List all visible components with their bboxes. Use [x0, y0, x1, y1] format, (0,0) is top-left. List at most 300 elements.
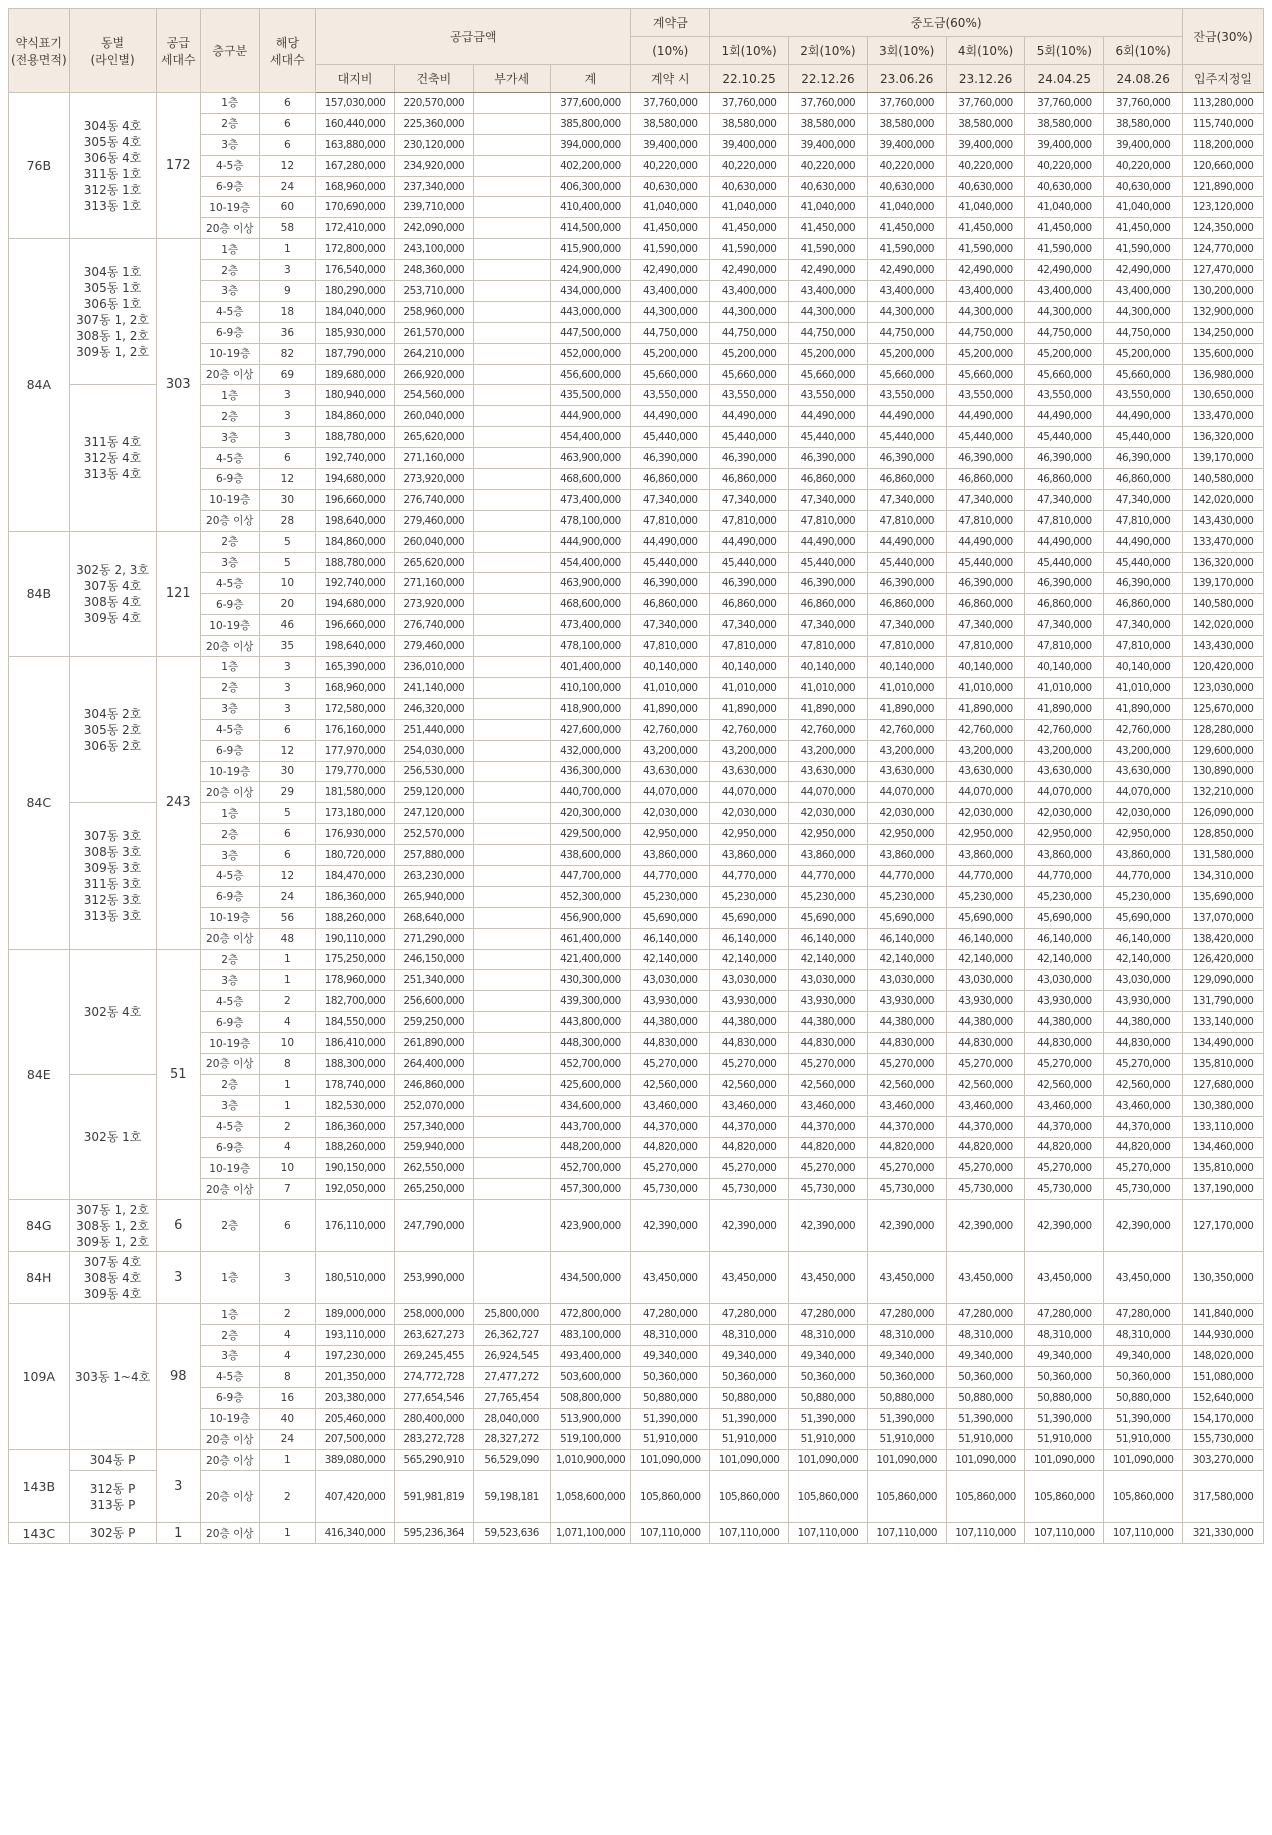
dong-lines: 307동 4호 308동 4호 309동 4호: [69, 1252, 156, 1304]
vat: [473, 448, 550, 469]
units: 24: [259, 1429, 316, 1450]
vat: [473, 928, 550, 949]
units: 29: [259, 782, 316, 803]
balance-payment: 143,430,000: [1183, 636, 1264, 657]
middle-payment-2: 40,140,000: [789, 657, 868, 678]
balance-payment: 130,350,000: [1183, 1252, 1264, 1304]
units: 3: [259, 427, 316, 448]
middle-payment-5: 45,230,000: [1025, 886, 1104, 907]
balance-payment: 135,600,000: [1183, 343, 1264, 364]
middle-payment-5: 42,390,000: [1025, 1200, 1104, 1252]
middle-payment-1: 46,860,000: [710, 469, 789, 490]
units: 4: [259, 1137, 316, 1158]
build-price: 591,981,819: [394, 1471, 473, 1523]
land-price: 173,180,000: [316, 803, 395, 824]
middle-payment-4: 39,400,000: [946, 134, 1025, 155]
contract-deposit: 44,490,000: [631, 531, 710, 552]
contract-deposit: 44,300,000: [631, 301, 710, 322]
contract-deposit: 105,860,000: [631, 1471, 710, 1523]
balance-payment: 154,170,000: [1183, 1408, 1264, 1429]
build-price: 279,460,000: [394, 510, 473, 531]
total-price: 423,900,000: [550, 1200, 631, 1252]
total-price: 439,300,000: [550, 991, 631, 1012]
contract-deposit: 47,810,000: [631, 636, 710, 657]
build-price: 256,600,000: [394, 991, 473, 1012]
contract-deposit: 45,270,000: [631, 1158, 710, 1179]
total-price: 513,900,000: [550, 1408, 631, 1429]
build-price: 273,920,000: [394, 469, 473, 490]
floor: 4-5층: [200, 301, 259, 322]
contract-deposit: 43,450,000: [631, 1252, 710, 1304]
middle-payment-5: 42,760,000: [1025, 719, 1104, 740]
middle-payment-2: 38,580,000: [789, 113, 868, 134]
middle-payment-4: 105,860,000: [946, 1471, 1025, 1523]
balance-payment: 126,420,000: [1183, 949, 1264, 970]
build-price: 265,250,000: [394, 1179, 473, 1200]
header-d1: 22.10.25: [710, 65, 789, 93]
middle-payment-3: 44,750,000: [867, 322, 946, 343]
header-m2: 2회(10%): [789, 37, 868, 65]
land-price: 196,660,000: [316, 489, 395, 510]
middle-payment-3: 45,440,000: [867, 552, 946, 573]
middle-payment-1: 41,590,000: [710, 239, 789, 260]
middle-payment-3: 41,040,000: [867, 197, 946, 218]
contract-deposit: 101,090,000: [631, 1450, 710, 1471]
middle-payment-5: 42,560,000: [1025, 1074, 1104, 1095]
vat: [473, 301, 550, 322]
balance-payment: 120,420,000: [1183, 657, 1264, 678]
build-price: 277,654,546: [394, 1387, 473, 1408]
middle-payment-1: 43,860,000: [710, 845, 789, 866]
balance-payment: 134,460,000: [1183, 1137, 1264, 1158]
middle-payment-1: 105,860,000: [710, 1471, 789, 1523]
middle-payment-4: 38,580,000: [946, 113, 1025, 134]
table-row: [9, 1200, 1264, 1252]
floor: 4-5층: [200, 155, 259, 176]
units: 6: [259, 845, 316, 866]
units: 16: [259, 1387, 316, 1408]
land-price: 165,390,000: [316, 657, 395, 678]
balance-payment: 134,250,000: [1183, 322, 1264, 343]
land-price: 176,540,000: [316, 260, 395, 281]
balance-payment: 142,020,000: [1183, 615, 1264, 636]
middle-payment-4: 51,390,000: [946, 1408, 1025, 1429]
total-price: 443,800,000: [550, 1012, 631, 1033]
header-build: 건축비: [394, 65, 473, 93]
middle-payment-1: 45,690,000: [710, 907, 789, 928]
middle-payment-6: 43,200,000: [1104, 740, 1183, 761]
build-price: 253,990,000: [394, 1252, 473, 1304]
contract-deposit: 43,030,000: [631, 970, 710, 991]
middle-payment-1: 39,400,000: [710, 134, 789, 155]
contract-deposit: 46,390,000: [631, 448, 710, 469]
units: 12: [259, 469, 316, 490]
middle-payment-5: 43,200,000: [1025, 740, 1104, 761]
units: 1: [259, 1450, 316, 1471]
middle-payment-1: 107,110,000: [710, 1523, 789, 1544]
middle-payment-1: 43,630,000: [710, 761, 789, 782]
land-price: 192,740,000: [316, 448, 395, 469]
total-price: 444,900,000: [550, 531, 631, 552]
header-balance-when: 입주지정일: [1183, 65, 1264, 93]
middle-payment-1: 41,450,000: [710, 218, 789, 239]
total-price: 503,600,000: [550, 1366, 631, 1387]
middle-payment-4: 40,220,000: [946, 155, 1025, 176]
middle-payment-1: 45,270,000: [710, 1053, 789, 1074]
middle-payment-2: 43,030,000: [789, 970, 868, 991]
middle-payment-4: 44,830,000: [946, 1033, 1025, 1054]
contract-deposit: 46,860,000: [631, 469, 710, 490]
middle-payment-5: 41,450,000: [1025, 218, 1104, 239]
units: 60: [259, 197, 316, 218]
middle-payment-1: 51,910,000: [710, 1429, 789, 1450]
middle-payment-5: 42,140,000: [1025, 949, 1104, 970]
vat: [473, 93, 550, 114]
units: 82: [259, 343, 316, 364]
header-d3: 23.06.26: [867, 65, 946, 93]
floor: 20층 이상: [200, 1053, 259, 1074]
vat: [473, 1200, 550, 1252]
middle-payment-4: 50,880,000: [946, 1387, 1025, 1408]
unit-type: 84E: [9, 949, 70, 1200]
middle-payment-2: 41,590,000: [789, 239, 868, 260]
total-price: 425,600,000: [550, 1074, 631, 1095]
header-middle: 중도금(60%): [710, 9, 1183, 37]
middle-payment-6: 38,580,000: [1104, 113, 1183, 134]
floor: 6-9층: [200, 740, 259, 761]
balance-payment: 152,640,000: [1183, 1387, 1264, 1408]
middle-payment-6: 44,830,000: [1104, 1033, 1183, 1054]
units: 4: [259, 1345, 316, 1366]
vat: [473, 155, 550, 176]
vat: [473, 991, 550, 1012]
middle-payment-3: 37,760,000: [867, 93, 946, 114]
middle-payment-1: 45,230,000: [710, 886, 789, 907]
floor: 20층 이상: [200, 1450, 259, 1471]
contract-deposit: 41,040,000: [631, 197, 710, 218]
floor: 20층 이상: [200, 1179, 259, 1200]
middle-payment-1: 42,390,000: [710, 1200, 789, 1252]
build-price: 259,250,000: [394, 1012, 473, 1033]
contract-deposit: 44,820,000: [631, 1137, 710, 1158]
middle-payment-3: 40,630,000: [867, 176, 946, 197]
middle-payment-5: 46,860,000: [1025, 594, 1104, 615]
total-price: 394,000,000: [550, 134, 631, 155]
table-row: [9, 949, 1264, 970]
middle-payment-3: 45,690,000: [867, 907, 946, 928]
vat: [473, 1053, 550, 1074]
supply-units: 121: [156, 531, 200, 656]
land-price: 407,420,000: [316, 1471, 395, 1523]
middle-payment-4: 40,630,000: [946, 176, 1025, 197]
contract-deposit: 42,490,000: [631, 260, 710, 281]
middle-payment-1: 44,370,000: [710, 1116, 789, 1137]
total-price: 456,600,000: [550, 364, 631, 385]
contract-deposit: 43,550,000: [631, 385, 710, 406]
build-price: 239,710,000: [394, 197, 473, 218]
floor: 10-19층: [200, 761, 259, 782]
total-price: 448,200,000: [550, 1137, 631, 1158]
floor: 20층 이상: [200, 1471, 259, 1523]
middle-payment-3: 43,550,000: [867, 385, 946, 406]
floor: 6-9층: [200, 1012, 259, 1033]
middle-payment-5: 49,340,000: [1025, 1345, 1104, 1366]
table-row: [9, 1450, 1264, 1471]
middle-payment-2: 45,730,000: [789, 1179, 868, 1200]
units: 36: [259, 322, 316, 343]
middle-payment-3: 43,630,000: [867, 761, 946, 782]
total-price: 452,000,000: [550, 343, 631, 364]
land-price: 198,640,000: [316, 636, 395, 657]
land-price: 163,880,000: [316, 134, 395, 155]
middle-payment-1: 44,750,000: [710, 322, 789, 343]
vat: 56,529,090: [473, 1450, 550, 1471]
land-price: 190,110,000: [316, 928, 395, 949]
middle-payment-5: 44,770,000: [1025, 865, 1104, 886]
build-price: 263,230,000: [394, 865, 473, 886]
middle-payment-5: 51,390,000: [1025, 1408, 1104, 1429]
total-price: 427,600,000: [550, 719, 631, 740]
middle-payment-5: 38,580,000: [1025, 113, 1104, 134]
middle-payment-4: 43,030,000: [946, 970, 1025, 991]
land-price: 176,160,000: [316, 719, 395, 740]
balance-payment: 317,580,000: [1183, 1471, 1264, 1523]
middle-payment-1: 49,340,000: [710, 1345, 789, 1366]
build-price: 253,710,000: [394, 281, 473, 302]
middle-payment-2: 41,890,000: [789, 698, 868, 719]
middle-payment-1: 46,390,000: [710, 448, 789, 469]
contract-deposit: 42,140,000: [631, 949, 710, 970]
middle-payment-1: 43,200,000: [710, 740, 789, 761]
middle-payment-4: 49,340,000: [946, 1345, 1025, 1366]
middle-payment-5: 40,220,000: [1025, 155, 1104, 176]
balance-payment: 128,850,000: [1183, 824, 1264, 845]
total-price: 438,600,000: [550, 845, 631, 866]
middle-payment-2: 43,400,000: [789, 281, 868, 302]
floor: 3층: [200, 698, 259, 719]
contract-deposit: 45,690,000: [631, 907, 710, 928]
vat: 59,198,181: [473, 1471, 550, 1523]
balance-payment: 131,790,000: [1183, 991, 1264, 1012]
middle-payment-6: 45,230,000: [1104, 886, 1183, 907]
build-price: 260,040,000: [394, 531, 473, 552]
floor: 1층: [200, 803, 259, 824]
build-price: 252,070,000: [394, 1095, 473, 1116]
middle-payment-2: 42,760,000: [789, 719, 868, 740]
contract-deposit: 42,760,000: [631, 719, 710, 740]
middle-payment-5: 44,820,000: [1025, 1137, 1104, 1158]
land-price: 160,440,000: [316, 113, 395, 134]
balance-payment: 141,840,000: [1183, 1304, 1264, 1325]
land-price: 184,860,000: [316, 406, 395, 427]
middle-payment-5: 47,340,000: [1025, 615, 1104, 636]
middle-payment-2: 42,560,000: [789, 1074, 868, 1095]
middle-payment-4: 51,910,000: [946, 1429, 1025, 1450]
middle-payment-5: 45,690,000: [1025, 907, 1104, 928]
table-row: [9, 93, 1264, 114]
middle-payment-5: 44,070,000: [1025, 782, 1104, 803]
middle-payment-2: 45,440,000: [789, 552, 868, 573]
middle-payment-2: 45,200,000: [789, 343, 868, 364]
balance-payment: 136,980,000: [1183, 364, 1264, 385]
middle-payment-6: 41,450,000: [1104, 218, 1183, 239]
middle-payment-3: 47,810,000: [867, 510, 946, 531]
balance-payment: 113,280,000: [1183, 93, 1264, 114]
middle-payment-2: 45,270,000: [789, 1053, 868, 1074]
middle-payment-6: 45,690,000: [1104, 907, 1183, 928]
vat: [473, 970, 550, 991]
vat: [473, 343, 550, 364]
table-row: [9, 239, 1264, 260]
middle-payment-4: 42,760,000: [946, 719, 1025, 740]
floor: 2층: [200, 824, 259, 845]
vat: [473, 406, 550, 427]
middle-payment-3: 46,390,000: [867, 573, 946, 594]
units: 2: [259, 1304, 316, 1325]
build-price: 247,790,000: [394, 1200, 473, 1252]
table-row: [9, 1304, 1264, 1325]
middle-payment-1: 42,490,000: [710, 260, 789, 281]
balance-payment: 120,660,000: [1183, 155, 1264, 176]
middle-payment-5: 50,880,000: [1025, 1387, 1104, 1408]
contract-deposit: 40,630,000: [631, 176, 710, 197]
total-price: 406,300,000: [550, 176, 631, 197]
middle-payment-1: 41,040,000: [710, 197, 789, 218]
vat: [473, 1012, 550, 1033]
middle-payment-3: 42,560,000: [867, 1074, 946, 1095]
middle-payment-1: 43,400,000: [710, 281, 789, 302]
contract-deposit: 42,390,000: [631, 1200, 710, 1252]
middle-payment-1: 44,070,000: [710, 782, 789, 803]
middle-payment-4: 43,860,000: [946, 845, 1025, 866]
units: 3: [259, 406, 316, 427]
total-price: 457,300,000: [550, 1179, 631, 1200]
floor: 20층 이상: [200, 364, 259, 385]
contract-deposit: 45,270,000: [631, 1053, 710, 1074]
header-type: 약식표기 (전용면적): [9, 9, 70, 93]
supply-units: 51: [156, 949, 200, 1200]
floor: 20층 이상: [200, 510, 259, 531]
middle-payment-3: 101,090,000: [867, 1450, 946, 1471]
middle-payment-1: 41,890,000: [710, 698, 789, 719]
floor: 6-9층: [200, 886, 259, 907]
middle-payment-1: 45,200,000: [710, 343, 789, 364]
header-m3: 3회(10%): [867, 37, 946, 65]
contract-deposit: 44,070,000: [631, 782, 710, 803]
balance-payment: 134,310,000: [1183, 865, 1264, 886]
middle-payment-4: 46,860,000: [946, 469, 1025, 490]
vat: [473, 740, 550, 761]
build-price: 257,880,000: [394, 845, 473, 866]
middle-payment-3: 45,230,000: [867, 886, 946, 907]
floor: 3층: [200, 845, 259, 866]
middle-payment-2: 107,110,000: [789, 1523, 868, 1544]
build-price: 266,920,000: [394, 364, 473, 385]
unit-type: 84G: [9, 1200, 70, 1252]
header-balance: 잔금(30%): [1183, 9, 1264, 65]
build-price: 271,160,000: [394, 573, 473, 594]
middle-payment-5: 44,370,000: [1025, 1116, 1104, 1137]
balance-payment: 126,090,000: [1183, 803, 1264, 824]
contract-deposit: 43,400,000: [631, 281, 710, 302]
total-price: 410,100,000: [550, 677, 631, 698]
middle-payment-1: 42,560,000: [710, 1074, 789, 1095]
units: 7: [259, 1179, 316, 1200]
middle-payment-4: 44,820,000: [946, 1137, 1025, 1158]
middle-payment-3: 45,660,000: [867, 364, 946, 385]
middle-payment-3: 44,830,000: [867, 1033, 946, 1054]
units: 1: [259, 949, 316, 970]
middle-payment-6: 42,950,000: [1104, 824, 1183, 845]
floor: 1층: [200, 93, 259, 114]
contract-deposit: 41,590,000: [631, 239, 710, 260]
floor: 6-9층: [200, 1137, 259, 1158]
floor: 10-19층: [200, 489, 259, 510]
middle-payment-5: 46,140,000: [1025, 928, 1104, 949]
middle-payment-4: 44,770,000: [946, 865, 1025, 886]
land-price: 172,800,000: [316, 239, 395, 260]
contract-deposit: 41,450,000: [631, 218, 710, 239]
build-price: 268,640,000: [394, 907, 473, 928]
floor: 1층: [200, 239, 259, 260]
unit-type: 143B: [9, 1450, 70, 1523]
build-price: 247,120,000: [394, 803, 473, 824]
middle-payment-4: 45,440,000: [946, 427, 1025, 448]
build-price: 251,440,000: [394, 719, 473, 740]
total-price: 473,400,000: [550, 489, 631, 510]
balance-payment: 133,470,000: [1183, 531, 1264, 552]
units: 1: [259, 1074, 316, 1095]
land-price: 178,740,000: [316, 1074, 395, 1095]
middle-payment-2: 43,860,000: [789, 845, 868, 866]
contract-deposit: 43,200,000: [631, 740, 710, 761]
middle-payment-4: 47,340,000: [946, 615, 1025, 636]
middle-payment-2: 105,860,000: [789, 1471, 868, 1523]
middle-payment-5: 43,030,000: [1025, 970, 1104, 991]
contract-deposit: 45,730,000: [631, 1179, 710, 1200]
units: 3: [259, 260, 316, 281]
middle-payment-3: 46,860,000: [867, 594, 946, 615]
total-price: 452,300,000: [550, 886, 631, 907]
floor: 1층: [200, 1252, 259, 1304]
vat: [473, 322, 550, 343]
contract-deposit: 45,230,000: [631, 886, 710, 907]
unit-type: 109A: [9, 1304, 70, 1450]
middle-payment-4: 43,200,000: [946, 740, 1025, 761]
middle-payment-3: 45,270,000: [867, 1158, 946, 1179]
middle-payment-5: 39,400,000: [1025, 134, 1104, 155]
units: 1: [259, 1523, 316, 1544]
contract-deposit: 43,460,000: [631, 1095, 710, 1116]
contract-deposit: 44,380,000: [631, 1012, 710, 1033]
middle-payment-4: 37,760,000: [946, 93, 1025, 114]
middle-payment-6: 107,110,000: [1104, 1523, 1183, 1544]
middle-payment-6: 40,140,000: [1104, 657, 1183, 678]
supply-units: 1: [156, 1523, 200, 1544]
middle-payment-3: 47,280,000: [867, 1304, 946, 1325]
units: 10: [259, 573, 316, 594]
middle-payment-6: 44,490,000: [1104, 406, 1183, 427]
middle-payment-6: 50,360,000: [1104, 1366, 1183, 1387]
header-m4: 4회(10%): [946, 37, 1025, 65]
balance-payment: 137,190,000: [1183, 1179, 1264, 1200]
middle-payment-1: 45,730,000: [710, 1179, 789, 1200]
units: 8: [259, 1053, 316, 1074]
contract-deposit: 41,890,000: [631, 698, 710, 719]
total-price: 1,071,100,000: [550, 1523, 631, 1544]
middle-payment-3: 46,140,000: [867, 928, 946, 949]
total-price: 385,800,000: [550, 113, 631, 134]
